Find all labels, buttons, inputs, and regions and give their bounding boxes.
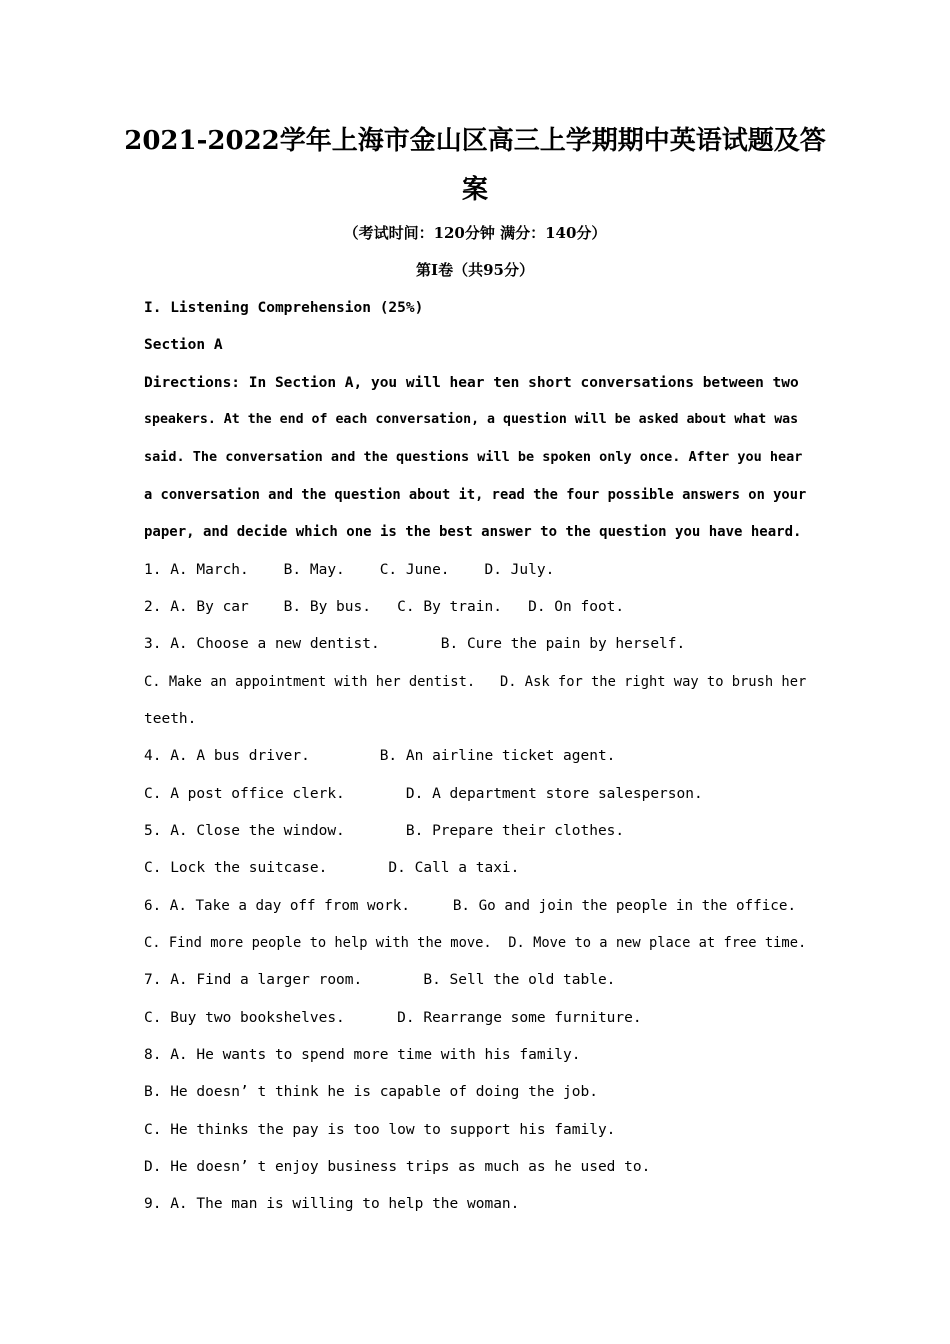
question-line: 5. A. Close the window. B. Prepare their clothes. xyxy=(144,823,625,839)
document-title-line-2: 案 xyxy=(461,175,488,205)
question-line: C. Buy two bookshelves. D. Rearrange some furniture. xyxy=(144,1010,642,1026)
exam-info: （考试时间：120分钟 满分：140分） xyxy=(343,224,607,242)
section-heading: Section A xyxy=(144,337,223,353)
document-title-line-1: 2021-2022学年上海市金山区高三上学期期中英语试题及答 xyxy=(124,126,826,156)
directions-line: a conversation and the question about it, read the four possible answers on your xyxy=(144,487,807,503)
question-line: C. A post office clerk. D. A department store salesperson. xyxy=(144,786,703,802)
question-line: 2. A. By car B. By bus. C. By train. D. On foot. xyxy=(144,599,625,615)
question-line: C. Make an appointment with her dentist. D. Ask for the right way to brush her xyxy=(144,674,807,690)
question-line: 9. A. The man is willing to help the woman. xyxy=(144,1196,520,1212)
question-line: B. He doesn’ t think he is capable of doing the job. xyxy=(144,1084,598,1100)
part-heading: I. Listening Comprehension (25%) xyxy=(144,300,424,316)
volume-heading: 第I卷（共95分） xyxy=(416,261,534,279)
question-line: 4. A. A bus driver. B. An airline ticket agent. xyxy=(144,748,616,764)
question-line: C. He thinks the pay is too low to support his family. xyxy=(144,1122,616,1138)
directions-line: speakers. At the end of each conversation, a question will be asked about what was xyxy=(144,412,799,427)
directions-line: said. The conversation and the questions will be spoken only once. After you hear xyxy=(144,449,803,465)
question-line: 3. A. Choose a new dentist. B. Cure the pain by herself. xyxy=(144,636,686,652)
question-line: teeth. xyxy=(144,711,197,727)
question-line: 6. A. Take a day off from work. B. Go and join the people in the office. xyxy=(144,898,797,914)
directions-line: paper, and decide which one is the best answer to the question you have heard. xyxy=(144,524,802,540)
question-line: D. He doesn’ t enjoy business trips as much as he used to. xyxy=(144,1159,651,1175)
question-line: 8. A. He wants to spend more time with his family. xyxy=(144,1047,581,1063)
directions-line: Directions: In Section A, you will hear ten short conversations between two xyxy=(144,375,799,391)
question-line: C. Lock the suitcase. D. Call a taxi. xyxy=(144,860,520,876)
question-line: 7. A. Find a larger room. B. Sell the old table. xyxy=(144,972,616,988)
question-line: C. Find more people to help with the move. D. Move to a new place at free time. xyxy=(144,935,807,951)
question-line: 1. A. March. B. May. C. June. D. July. xyxy=(144,562,555,578)
